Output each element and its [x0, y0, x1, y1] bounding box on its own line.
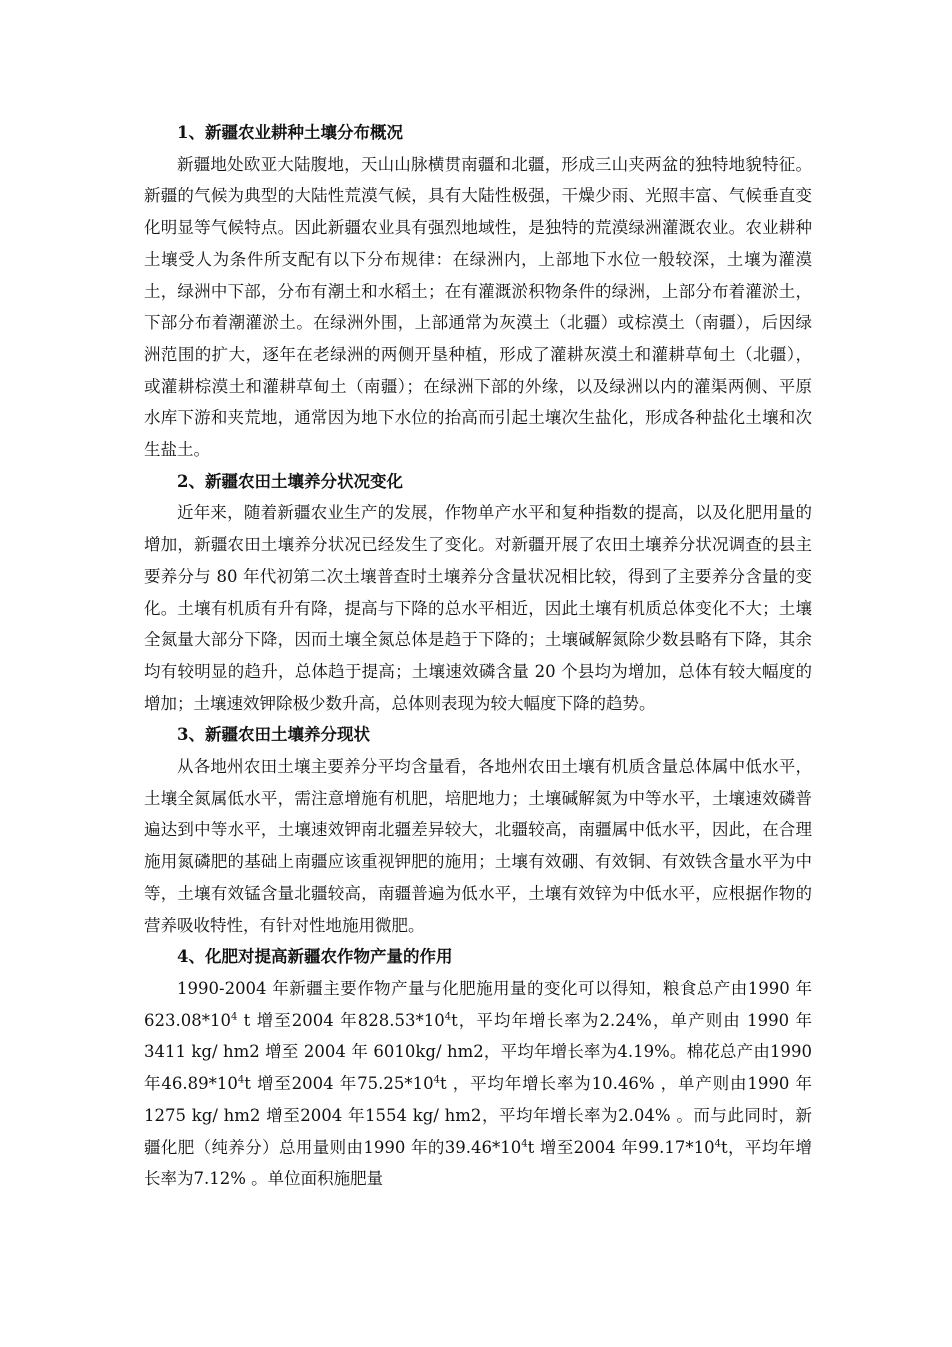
- superscript-exponent: 4: [521, 1138, 528, 1149]
- section-4-heading: 4、化肥对提高新疆农作物产量的作用: [177, 947, 453, 967]
- text-run: t ，平均年增长率为10.46% ，单产则由1990 年1275 kg/ hm2 增至2004 年1554 kg/ hm2，平均年增长率为2.04% 。而与此同时，新疆化肥（纯养分）总用量则由1990 年的39.46*10: [144, 1074, 812, 1157]
- section-3-paragraph: 从各地州农田土壤主要养分平均含量看，各地州农田土壤有机质含量总体属中低水平，土壤全氮属低水平，需注意增施有机肥，培肥地力；土壤碱解氮为中等水平，土壤速效磷普遍达到中等水平，土壤速效钾南北疆差异较大，北疆较高，南疆属中低水平，因此，在合理施用氮磷肥的基础上南疆应该重视钾肥的施用；土壤有效硼、有效铜、有效铁含量水平为中等，土壤有效锰含量北疆较高，南疆普遍为低水平，土壤有效锌为中低水平，应根据作物的营养吸收特性，有针对性地施用微肥。: [144, 757, 812, 935]
- superscript-exponent: 4: [230, 1011, 238, 1023]
- section-1-paragraph: 新疆地处欧亚大陆腹地，天山山脉横贯南疆和北疆，形成三山夹两盆的独特地貌特征。新疆的气候为典型的大陆性荒漠气候，具有大陆性极强，干燥少雨、光照丰富、气候垂直变化明显等气候特点。因此新疆农业具有强烈地域性，是独特的荒漠绿洲灌溉农业。农业耕种土壤受人为条件所支配有以下分布规律：在绿洲内，上部地下水位一般较深，土壤为灌漠土，绿洲中下部，分布有潮土和水稻土；在有灌溉淤积物条件的绿洲，上部分布着灌淤土，下部分布着潮灌淤土。在绿洲外围，上部通常为灰漠土（北疆）或棕漠土（南疆），后因绿洲范围的扩大，逐年在老绿洲的两侧开垦种植，形成了灌耕灰漠土和灌耕草甸土（北疆），或灌耕棕漠土和灌耕草甸土（南疆）；在绿洲下部的外缘，以及绿洲以内的灌渠两侧、平原水库下游和夹荒地，通常因为地下水位的抬高而引起土壤次生盐化，形成各种盐化土壤和次生盐土。: [144, 154, 812, 460]
- text-run: t 增至2004 年99.17*10: [527, 1137, 715, 1157]
- superscript-exponent: 4: [444, 1011, 452, 1023]
- document-body: [144, 117, 812, 1195]
- text-run: t 增至2004 年828.53*10: [237, 1010, 445, 1030]
- section-2-heading: 2、新疆农田土壤养分状况变化: [177, 471, 403, 491]
- superscript-exponent: 4: [714, 1138, 721, 1149]
- superscript-exponent: 4: [237, 1074, 245, 1086]
- section-1-heading: 1、新疆农业耕种土壤分布概况: [177, 123, 403, 142]
- superscript-exponent: 4: [433, 1074, 440, 1086]
- text-run: t，平均年增长率为7.12% 。单位面积施肥量: [144, 1137, 812, 1189]
- section-2-paragraph: 近年来，随着新疆农业生产的发展，作物单产水平和复种指数的提高，以及化肥用量的增加，新疆农田土壤养分状况已经发生了变化。对新疆开展了农田土壤养分状况调查的县主要养分与 80 年代初第二次土壤普查时土壤养分含量状况相比较，得到了主要养分含量的变化。土壤有机质有升有降，提高与下降的总水平相近，因此土壤有机质总体变化不大；土壤全氮量大部分下降，因而土壤全氮总体是趋于下降的；土壤碱解氮除少数县略有下降，其余均有较明显的趋升，总体趋于提高；土壤速效磷含量 20 个县均为增加，总体有较大幅度的增加；土壤速效钾除极少数升高，总体则表现为较大幅度下降的趋势。: [144, 503, 812, 713]
- section-4-paragraph: [144, 973, 812, 1195]
- text-run: t，平均年增长率为2.24%，单产则由 1990 年 3411 kg/ hm2 增至 2004 年 6010kg/ hm2，平均年增长率为4.19%。棉花总产由1990 年46.89*10: [144, 1010, 813, 1094]
- text-run: 1990-2004 年新疆主要作物产量与化肥施用量的变化可以得知，粮食总产由1990 年623.08*10: [144, 978, 812, 1030]
- section-3-heading: 3、新疆农田土壤养分现状: [177, 725, 370, 745]
- text-run: t 增至2004 年75.25*10: [244, 1074, 434, 1094]
